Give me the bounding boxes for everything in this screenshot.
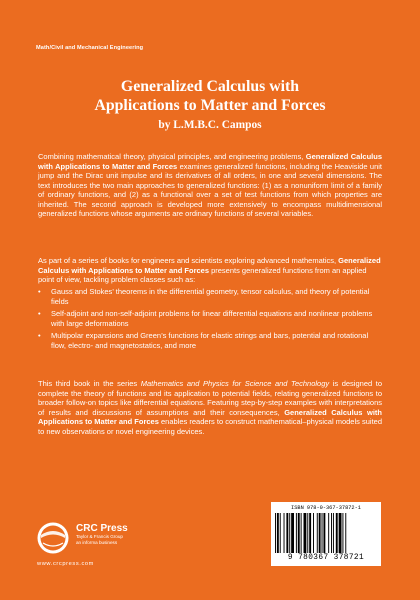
publisher-website: www.crcpress.com — [37, 561, 95, 567]
publisher-business: an informa business — [76, 540, 118, 545]
barcode-bars — [275, 513, 377, 553]
publisher-group: Taylor & Francis Group — [76, 534, 123, 539]
crc-press-logo-icon — [37, 522, 69, 554]
description-paragraph-2: As part of a series of books for engineers and scientists exploring advanced mathematics, Generalized Calculus with Applications to Matter and Forces presents generalized functions from an applied point of view, tackling problem classes such as: — [38, 256, 381, 284]
topic-list-item: • Gauss and Stokes’ theorems in the differential geometry, tensor calculus, and theory of potential fields — [38, 287, 370, 306]
publisher-block — [76, 523, 128, 546]
barcode-digits: 9 780367 378721 — [287, 554, 365, 562]
topic-list-item: • Self-adjoint and non-self-adjoint problems for linear differential equations and nonlinear problems with large deformations — [38, 309, 373, 328]
book-title-line-1: Generalized Calculus with — [120, 78, 300, 95]
isbn-text: ISBN 978-0-367-37872-1 — [291, 505, 361, 511]
description-paragraph-1: Combining mathematical theory, physical principles, and engineering problems, Generalized Calculus with Applications to Matter and Forces examines generalized functions, including the Heaviside unit jump and the Dirac unit impulse and its derivatives of all orders, in one and several dimensions. The text introduces the two main approaches to generalized functions: (1) as a nonuniform limit of a family of ordinary functions, and (2) as a functional over a set of test functions from which properties are inherited. The second approach is developed more extensively to encompass multidimensional generalized functions whose arguments are ordinary functions of several variables. — [38, 152, 382, 218]
publisher-name: CRC Press — [76, 523, 128, 534]
description-paragraph-3: This third book in the series Mathematics and Physics for Science and Technology is designed to complete the theory of functions and its application to potential fields, relating generalized functions to broader follow-on topics like differential equations. Featuring step-by-step examples with interpretations of results and discussions of assumptions and their consequences, Generalized Calculus with Applications to Matter and Forces enables readers to construct mathematical–physical models suited to new observations or novel engineering devices. — [38, 379, 382, 436]
topic-list-item: • Multipolar expansions and Green’s functions for elastic strings and bars, potential and rotational flow, electro- and magnetostatics, and more — [38, 331, 369, 350]
author: by L.M.B.C. Campos — [158, 119, 262, 131]
book-title-line-2: Applications to Matter and Forces — [94, 97, 326, 114]
category-label: Math/Civil and Mechanical Engineering — [36, 45, 144, 51]
topic-list — [38, 287, 382, 353]
isbn-barcode — [271, 502, 381, 566]
